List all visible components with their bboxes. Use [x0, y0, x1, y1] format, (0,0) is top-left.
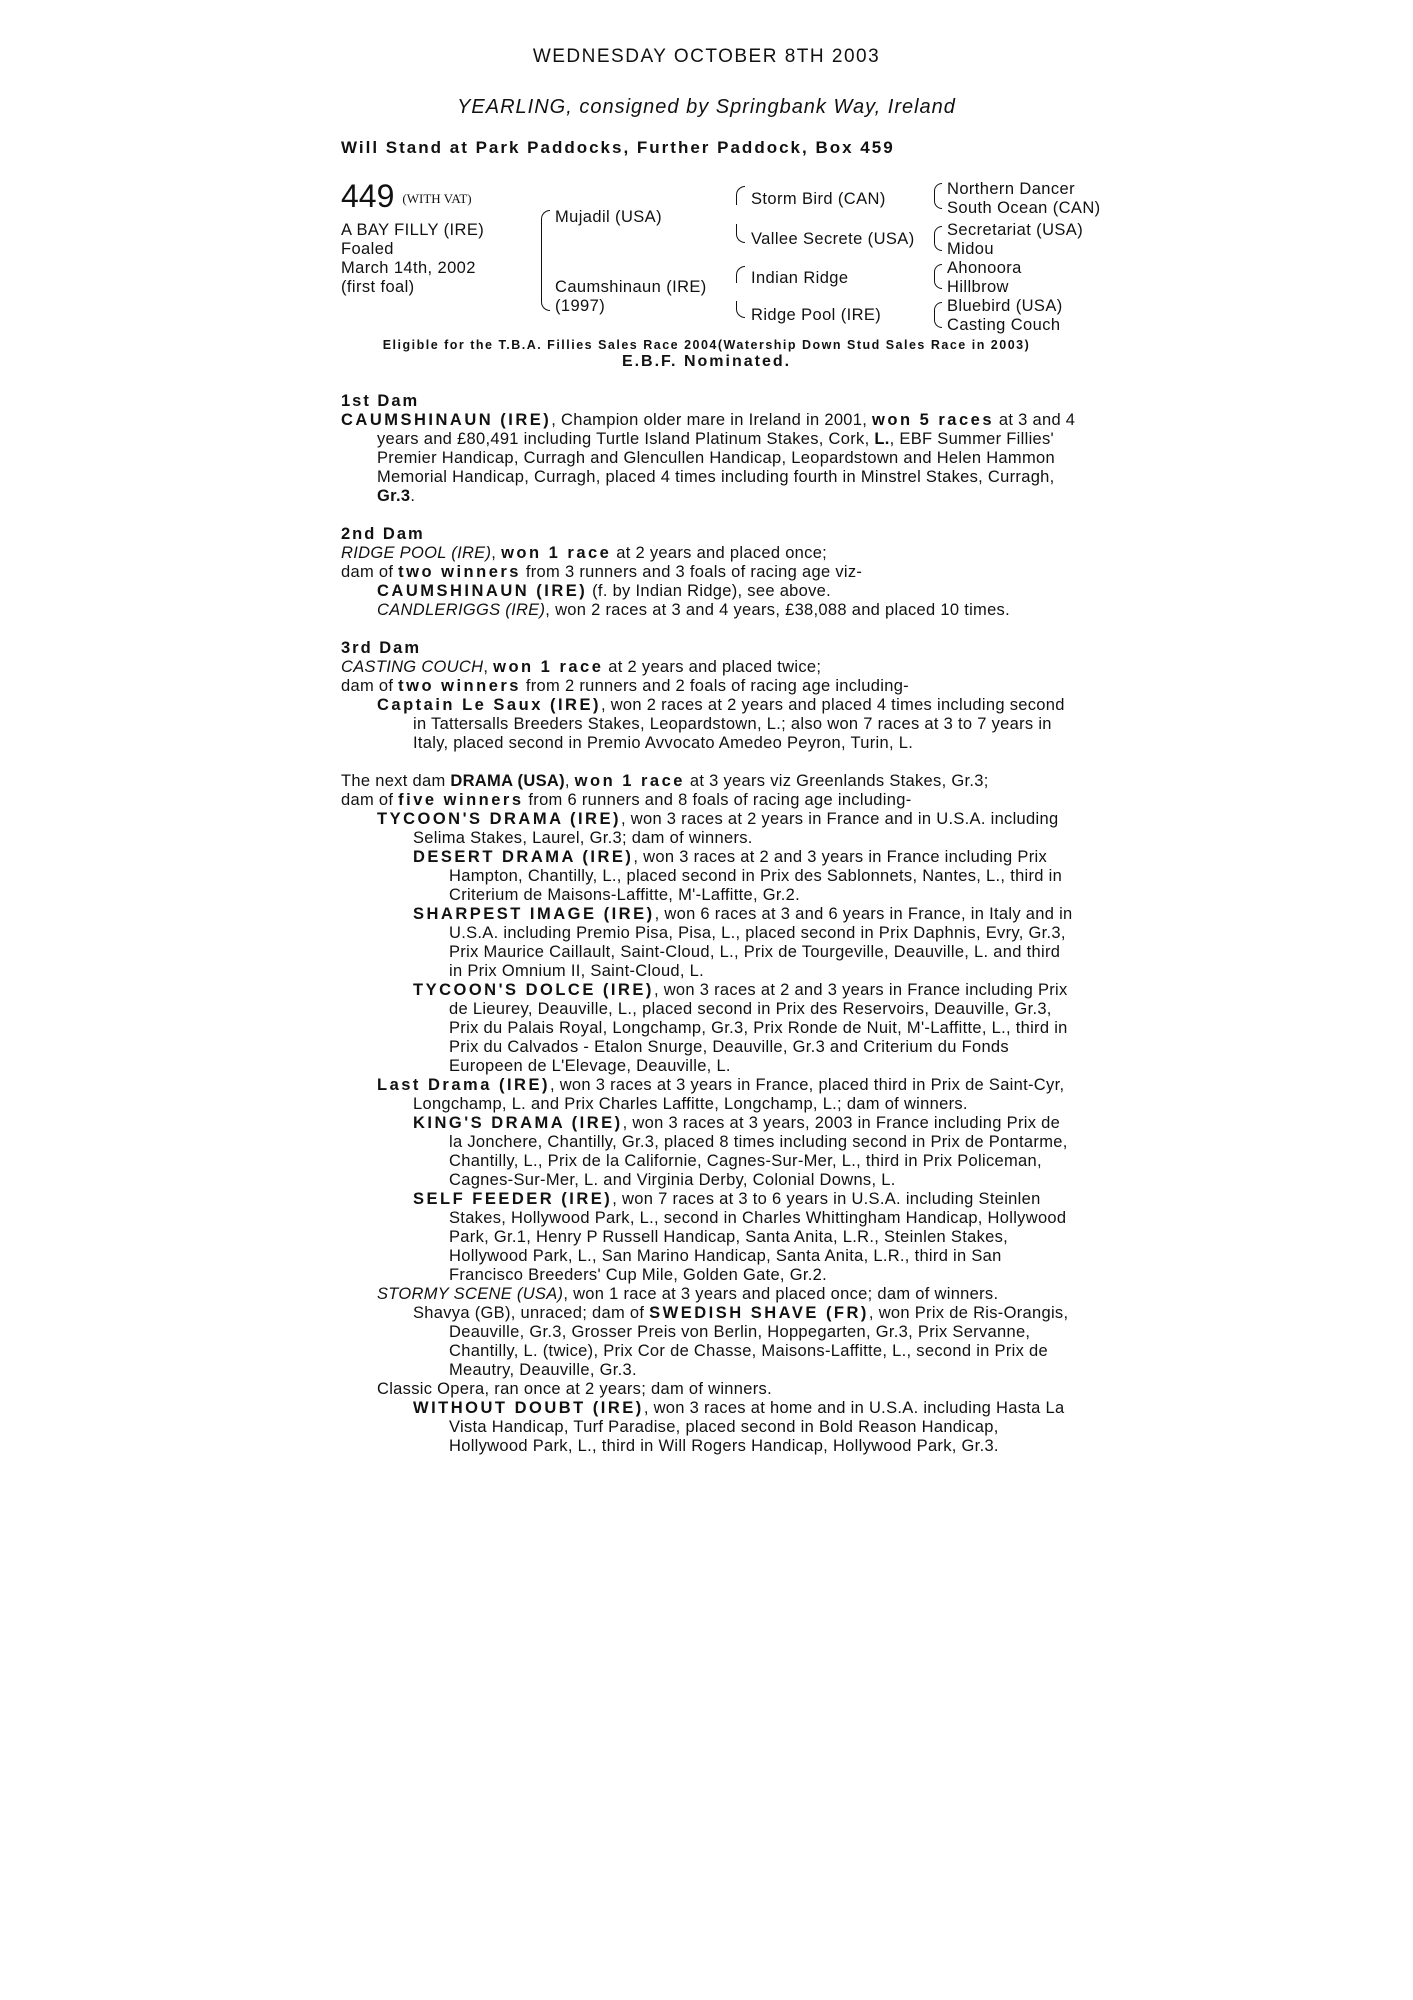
- horse-name: Last Drama (IRE): [377, 1076, 550, 1094]
- produce-entry: [377, 582, 1076, 601]
- entry-text: , won 6 races at 3 and 6 years in France, in Italy and in U.S.A. including Premio Pisa, Pisa, L., placed second in Prix Daphnis, Evry, Gr.3, Prix Maurice Caillault, Saint-Cloud, L., Prix de Tourgeville, Deauville, L. and third in Prix Omnium II, Saint-Cloud, L.: [449, 905, 1073, 980]
- horse-name: CANDLERIGGS (IRE): [377, 601, 546, 619]
- eligibility-note: Eligible for the T.B.A. Fillies Sales Race 2004(Watership Down Stud Sales Race in 2003): [382, 338, 1031, 352]
- horse-name: Captain Le Saux (IRE): [377, 696, 601, 714]
- produce-entry: Classic Opera, ran once at 2 years; dam of winners.: [377, 1380, 772, 1398]
- pedigree-brace-3h: [934, 312, 942, 328]
- pedigree-brace-3d: [934, 236, 942, 251]
- pedigree-g6: Hillbrow: [947, 278, 1009, 296]
- produce-entry: [377, 1076, 1076, 1114]
- horse-name: WITHOUT DOUBT (IRE): [413, 1399, 644, 1417]
- foaled-label: Foaled: [341, 240, 394, 258]
- pedigree-brace-2d: [736, 301, 745, 318]
- second-dam-produce-line: [341, 563, 1076, 582]
- horse-name: SELF FEEDER (IRE): [413, 1190, 613, 1208]
- pedigree-g5: Ahonoora: [947, 259, 1022, 277]
- pedigree-sire-dam: Vallee Secrete (USA): [751, 230, 915, 248]
- produce-entry: [413, 848, 1076, 905]
- horse-name: TYCOON'S DOLCE (IRE): [413, 981, 654, 999]
- pedigree-g7: Bluebird (USA): [947, 297, 1063, 315]
- horse-name: DESERT DRAMA (IRE): [413, 848, 634, 866]
- winners-count: two winners: [398, 563, 521, 581]
- catalogue-body: [341, 392, 1076, 1456]
- entry-text: from 6 runners and 8 foals of racing age including-: [523, 791, 912, 809]
- entry-text: (f. by Indian Ridge), see above.: [587, 582, 832, 600]
- produce-entry: [413, 1399, 1076, 1456]
- sale-date: WEDNESDAY OCTOBER 8TH 2003: [532, 46, 881, 67]
- pedigree-dam: Caumshinaun (IRE): [555, 278, 707, 296]
- pedigree-brace-2b: [736, 224, 745, 243]
- pedigree-brace-3a: [934, 183, 942, 197]
- winners-count: two winners: [398, 677, 521, 695]
- pedigree-brace-2a: [736, 186, 745, 205]
- entry-text: , Champion older mare in Ireland in 2001,: [551, 411, 873, 429]
- produce-entry: [413, 1114, 1076, 1190]
- produce-entry: [413, 1304, 1076, 1380]
- second-dam-heading: 2nd Dam: [341, 525, 425, 543]
- entry-text: , won 2 races at 3 and 4 years, £38,088 and placed 10 times.: [545, 601, 1010, 619]
- entry-text: at 2 years and placed once;: [611, 544, 828, 562]
- vat-note: (WITH VAT): [402, 190, 472, 206]
- pedigree-sire: Mujadil (USA): [555, 208, 662, 226]
- winners-count: five winners: [398, 791, 524, 809]
- third-dam-entry: CASTING COUCH, won 1 race at 2 years and placed twice;: [341, 658, 822, 676]
- entry-text: The next dam: [341, 772, 451, 790]
- dam-name: RIDGE POOL (IRE): [341, 544, 492, 562]
- entry-text: , won 3 races at 3 years in France, placed third in Prix de Saint-Cyr, Longchamp, L. and Prix Charles Laffitte, Longchamp, L.; dam of winners.: [413, 1076, 1065, 1113]
- entry-text: at 3 and 4 years and £80,491 including Turtle Island Platinum Stakes, Cork,: [377, 411, 1076, 448]
- consignor-line: YEARLING, consigned by Springbank Way, Ireland: [457, 96, 956, 118]
- pedigree-brace-3f: [934, 274, 942, 289]
- entry-text: , won 7 races at 3 to 6 years in U.S.A. including Steinlen Stakes, Hollywood Park, L., second in Charles Whittingham Handicap, Hollywood Park, Gr.1, Henry P Russell Handicap, Santa Anita, L.R., Steinlen Stakes, Hollywood Park, L., San Marino Handicap, Santa Anita, L.R., third in San Francisco Breeders' Cup Mile, Golden Gate, Gr.2.: [449, 1190, 1067, 1284]
- horse-name: TYCOON'S DRAMA (IRE): [377, 810, 621, 828]
- horse-name: SHARPEST IMAGE (IRE): [413, 905, 655, 923]
- horse-name: STORMY SCENE (USA): [377, 1285, 564, 1303]
- pedigree-g1: Northern Dancer: [947, 180, 1075, 198]
- second-dam-entry: RIDGE POOL (IRE), won 1 race at 2 years and placed once;: [341, 544, 828, 562]
- entry-text: , won 2 races at 2 years and placed 4 times including second in Tattersalls Breeders Stakes, Leopardstown, L.; also won 7 races at 3 to 7 years in Italy, placed second in Premio Avvocato Amedeo Peyron, Turin, L.: [413, 696, 1065, 752]
- produce-entry: [413, 981, 1076, 1076]
- lot-number-block: [341, 178, 472, 215]
- entry-text: , won 3 races at 2 and 3 years in France including Prix de Lieurey, Deauville, L., placed second in Prix des Reservoirs, Deauville, Gr.3, Prix du Palais Royal, Longchamp, Gr.3, Prix Ronde de Nuit, M'-Laffitte, L., third in Prix du Calvados - Etalon Snurge, Deauville, Gr.3 and Criterium du Fonds Europeen de L'Elevage, Deauville, L.: [449, 981, 1068, 1075]
- won-count: won 5 races: [872, 411, 994, 429]
- dam-name: CASTING COUCH: [341, 658, 484, 676]
- entry-text: dam of: [341, 563, 399, 581]
- next-dam-entry: The next dam DRAMA (USA), won 1 race at 3 years viz Greenlands Stakes, Gr.3;: [341, 772, 989, 790]
- foal-note: (first foal): [341, 278, 415, 296]
- lot-number: 449: [341, 178, 395, 214]
- entry-text: , won 3 races at 2 years in France and in U.S.A. including Selima Stakes, Laurel, Gr.3; dam of winners.: [413, 810, 1059, 847]
- pedigree-g3: Secretariat (USA): [947, 221, 1084, 239]
- entry-text: , won 1 race at 3 years and placed once; dam of winners.: [563, 1285, 999, 1303]
- won-count: won 1 race: [574, 772, 685, 790]
- dam-name: DRAMA (USA): [450, 772, 565, 790]
- race-grade: Gr.3: [377, 487, 411, 505]
- pedigree-g8: Casting Couch: [947, 316, 1061, 334]
- produce-entry: [413, 1190, 1076, 1285]
- first-dam-heading: 1st Dam: [341, 392, 420, 410]
- produce-entry: [413, 905, 1076, 981]
- pedigree-brace-dam: [541, 260, 550, 311]
- entry-text: Shavya (GB), unraced; dam of: [413, 1304, 650, 1322]
- entry-text: , won 3 races at 2 and 3 years in France including Prix Hampton, Chantilly, L., placed second in Prix des Sablonnets, Nantes, L., third in Criterium de Maisons-Laffitte, M'-Laffitte, Gr.2.: [449, 848, 1063, 904]
- pedigree-dam-year: (1997): [555, 297, 606, 315]
- entry-text: dam of: [341, 791, 399, 809]
- pedigree-brace-3b: [934, 196, 942, 209]
- entry-text: dam of: [341, 677, 399, 695]
- next-dam-produce-line: [341, 791, 1076, 810]
- entry-text: at 2 years and placed twice;: [603, 658, 822, 676]
- pedigree-brace-2c: [736, 266, 745, 283]
- horse-name: KING'S DRAMA (IRE): [413, 1114, 623, 1132]
- entry-text: , EBF Summer Fillies' Premier Handicap, Curragh and Glencullen Handicap, Leopardstown and Helen Hammon Memorial Handicap, Curragh, placed 4 times including fourth in Minstrel Stakes, Curragh,: [377, 430, 1055, 486]
- entry-text: .: [410, 487, 416, 505]
- lot-description: A BAY FILLY (IRE): [341, 221, 485, 239]
- pedigree-g2: South Ocean (CAN): [947, 199, 1101, 217]
- dam-name: CAUMSHINAUN (IRE): [341, 411, 552, 429]
- horse-name: CAUMSHINAUN (IRE): [377, 582, 588, 600]
- pedigree-g4: Midou: [947, 240, 994, 258]
- produce-entry: [377, 1285, 1076, 1304]
- entry-text: , won 3 races at 3 years, 2003 in France including Prix de la Jonchere, Chantilly, Gr.3, placed 8 times including second in Prix de Pontarme, Chantilly, L., Prix de la Californie, Cagnes-Sur-Mer, L., third in Prix Policeman, Cagnes-Sur-Mer, L. and Virginia Derby, Colonial Downs, L.: [449, 1114, 1068, 1189]
- entry-text: , won 3 races at home and in U.S.A. including Hasta La Vista Handicap, Turf Paradise, placed second in Bold Reason Handicap, Hollywood Park, L., third in Will Rogers Handicap, Hollywood Park, Gr.3.: [449, 1399, 1065, 1455]
- horse-name: SWEDISH SHAVE (FR): [649, 1304, 869, 1322]
- won-count: won 1 race: [501, 544, 612, 562]
- ebf-note: E.B.F. Nominated.: [621, 353, 792, 370]
- pedigree-sire-sire: Storm Bird (CAN): [751, 190, 886, 208]
- foaled-date: March 14th, 2002: [341, 259, 476, 277]
- entry-text: from 2 runners and 2 foals of racing age including-: [520, 677, 909, 695]
- pedigree-brace-sire: [541, 210, 550, 261]
- first-dam-entry: [341, 411, 1076, 506]
- race-grade: L.: [874, 430, 890, 448]
- produce-entry: [377, 810, 1076, 848]
- pedigree-dam-sire: Indian Ridge: [751, 269, 849, 287]
- entry-text: at 3 years viz Greenlands Stakes, Gr.3;: [684, 772, 989, 790]
- pedigree-dam-dam: Ridge Pool (IRE): [751, 306, 882, 324]
- stand-location: Will Stand at Park Paddocks, Further Paddock, Box 459: [341, 138, 895, 157]
- third-dam-produce-line: [341, 677, 1076, 696]
- entry-text: , won Prix de Ris-Orangis, Deauville, Gr.3, Grosser Preis von Berlin, Hoppegarten, Gr.3, Prix Servanne, Chantilly, L. (twice), Prix Cor de Chasse, Maisons-Laffitte, L., second in Prix de Meautry, Deauville, Gr.3.: [449, 1304, 1069, 1379]
- third-dam-heading: 3rd Dam: [341, 639, 422, 657]
- won-count: won 1 race: [493, 658, 604, 676]
- produce-entry: [377, 601, 1076, 620]
- produce-entry: [377, 696, 1076, 753]
- entry-text: from 3 runners and 3 foals of racing age viz-: [520, 563, 863, 581]
